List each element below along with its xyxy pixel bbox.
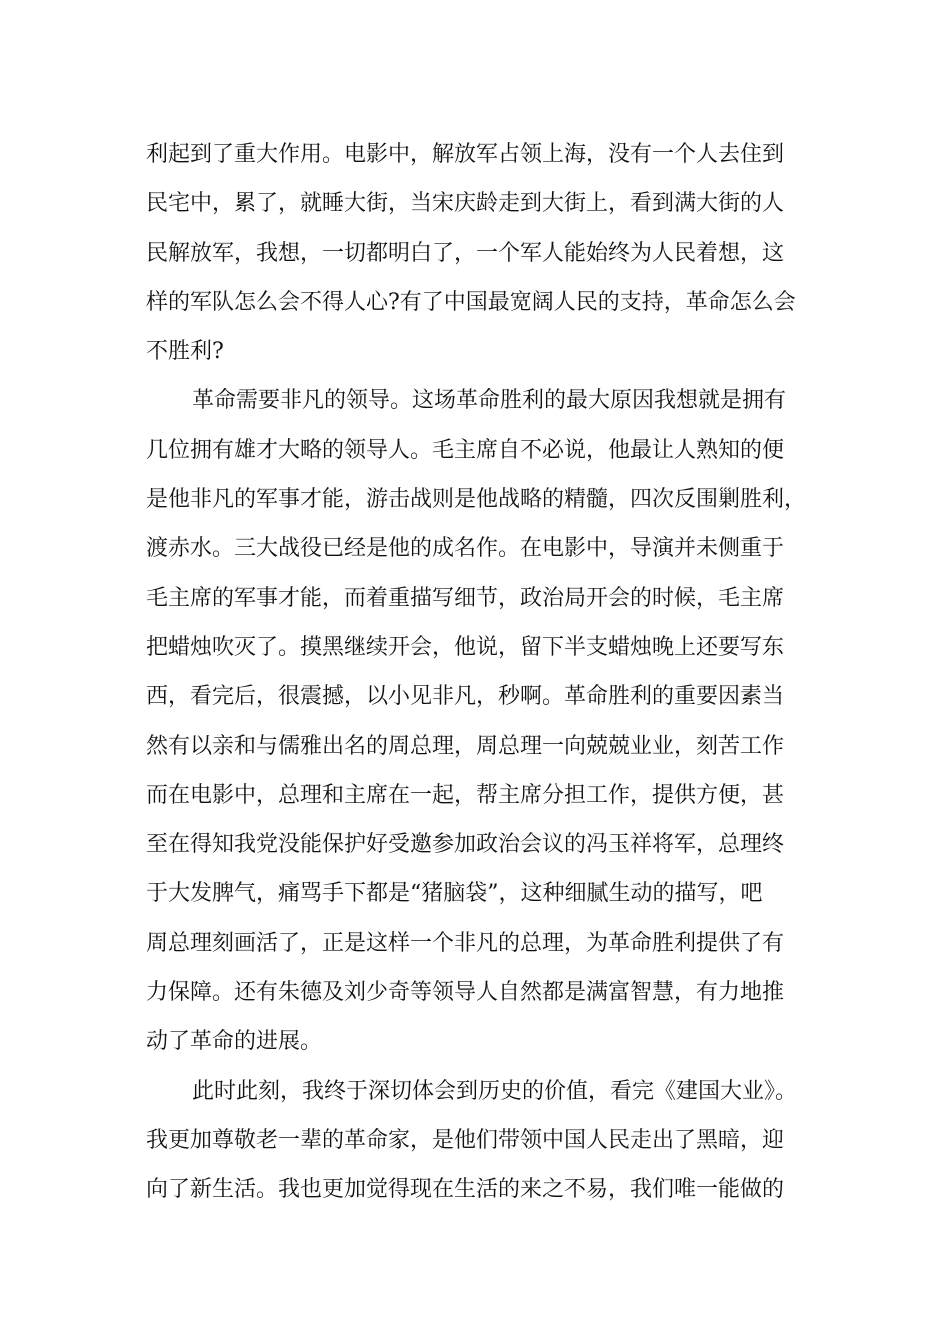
text-line: 把蜡烛吹灭了。摸黑继续开会，他说，留下半支蜡烛晚上还要写东: [146, 634, 785, 660]
text-line: 向了新生活。我也更加觉得现在生活的来之不易，我们唯一能做的: [146, 1177, 785, 1203]
text-line: 是他非凡的军事才能，游击战则是他战略的精髓，四次反围剿胜利，: [146, 487, 807, 513]
text-line: 力保障。还有朱德及刘少奇等领导人自然都是满富智慧，有力地推: [146, 980, 785, 1006]
text-line: 渡赤水。三大战役已经是他的成名作。在电影中，导演并未侧重于: [146, 536, 785, 562]
text-line: 此时此刻，我终于深切体会到历史的价值，看完《建国大业》。: [192, 1078, 798, 1104]
text-line: 革命需要非凡的领导。这场革命胜利的最大原因我想就是拥有: [192, 388, 787, 414]
text-line: 利起到了重大作用。电影中，解放军占领上海，没有一个人去住到: [146, 142, 785, 167]
text-line: 至在得知我党没能保护好受邀参加政治会议的冯玉祥将军，总理终: [146, 832, 785, 858]
text-line: 而在电影中，总理和主席在一起，帮主席分担工作，提供方便，甚: [146, 782, 785, 808]
text-line: 动了革命的进展。: [146, 1029, 323, 1055]
paragraph: [146, 376, 818, 1066]
text-line: 然有以亲和与儒雅出名的周总理，周总理一向兢兢业业，刻苦工作: [146, 733, 785, 759]
text-line: 周总理刻画活了，正是这样一个非凡的总理，为革命胜利提供了有: [146, 930, 785, 956]
text-line: 西，看完后，很震撼，以小见非凡，秒啊。革命胜利的重要因素当: [146, 684, 785, 710]
paragraph: [146, 1067, 818, 1215]
text-line: 毛主席的军事才能，而着重描写细节，政治局开会的时候，毛主席: [146, 585, 785, 611]
text-line: 民宅中，累了，就睡大街，当宋庆龄走到大街上，看到满大街的人: [146, 191, 785, 217]
text-line: 样的军队怎么会不得人心?有了中国最宽阔人民的支持，革命怎么会: [146, 289, 796, 315]
document-body: [146, 130, 818, 1215]
paragraph: [146, 130, 818, 376]
text-line: 不胜利?: [146, 339, 224, 365]
text-line: 民解放军，我想，一切都明白了，一个军人能始终为人民着想，这: [146, 240, 785, 266]
text-line: 几位拥有雄才大略的领导人。毛主席自不必说，他最让人熟知的便: [146, 437, 785, 463]
text-line: 我更加尊敬老一辈的革命家，是他们带领中国人民走出了黑暗，迎: [146, 1127, 785, 1153]
text-line: 于大发脾气，痛骂手下都是“猪脑袋”，这种细腻生动的描写，吧: [146, 881, 763, 907]
